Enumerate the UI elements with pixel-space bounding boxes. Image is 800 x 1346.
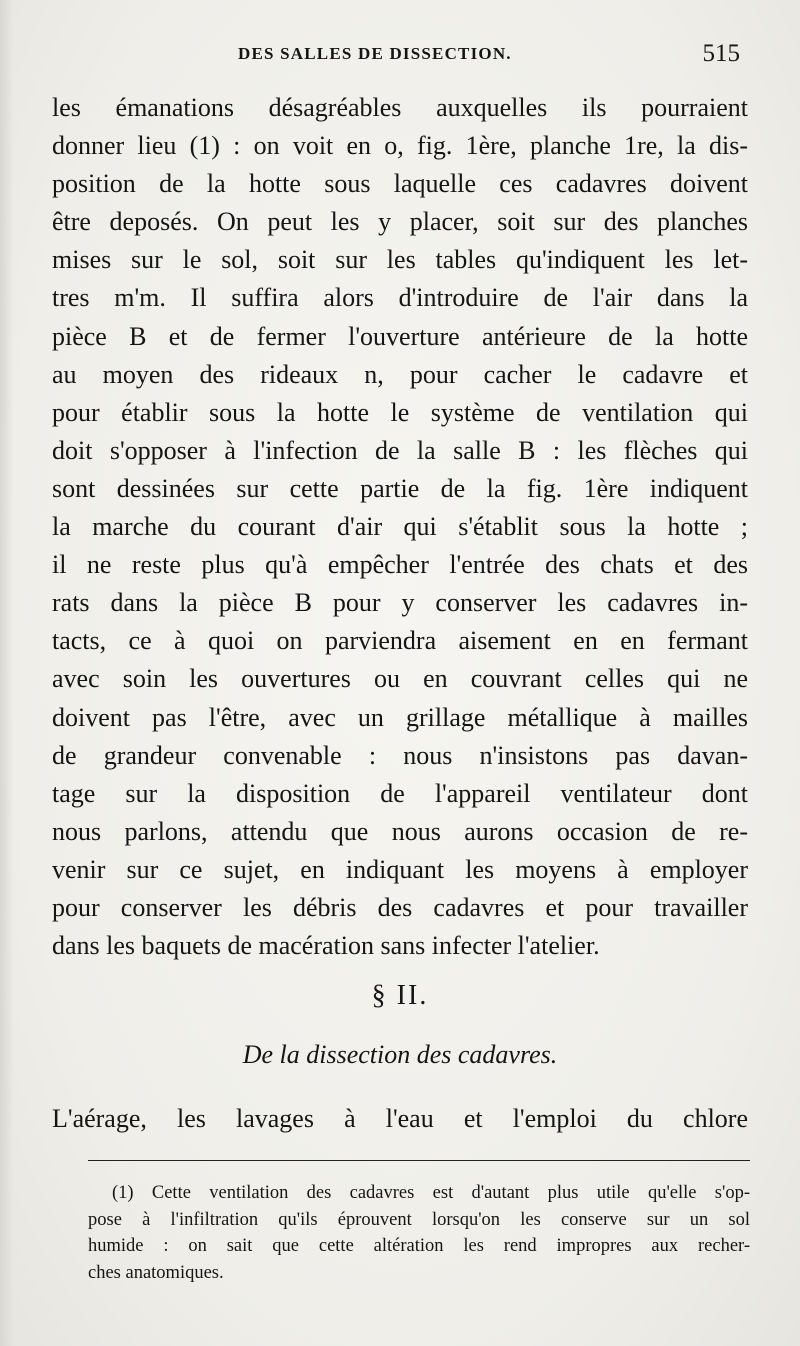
text-line: sont dessinées sur cette partie de la fig. 1ère indiquent	[52, 473, 748, 503]
text-line: de grandeur convenable : nous n'insistons pas davan-	[52, 740, 748, 770]
text-line: doit s'opposer à l'infection de la salle B : les flèches qui	[52, 435, 748, 465]
text-line: pour établir sous la hotte le système de ventilation qui	[52, 397, 748, 427]
footnote-line: pose à l'infiltration qu'ils éprouvent lorsqu'on les conserve sur un sol	[88, 1209, 750, 1230]
section-number: § II.	[371, 980, 429, 1011]
text-line: rats dans la pièce B pour y conserver les cadavres in-	[52, 588, 748, 618]
page-number: 515	[702, 40, 740, 67]
footnote-line: (1) Cette ventilation des cadavres est d'autant plus utile qu'elle s'op-	[112, 1183, 750, 1203]
text-line: tage sur la disposition de l'appareil ventilateur dont	[52, 778, 748, 808]
text-line: pour conserver les débris des cadavres et pour travailler	[52, 892, 748, 922]
text-line: donner lieu (1) : on voit en o, fig. 1ère, planche 1re, la dis-	[52, 131, 748, 161]
footnote-line: humide : on sait que cette altération les rend impropres aux recher-	[88, 1236, 750, 1256]
page-gutter-shadow	[0, 0, 14, 1346]
text-line: les émanations désagréables auxquelles ils pourraient	[52, 93, 748, 122]
text-line: position de la hotte sous laquelle ces cadavres doivent	[52, 169, 748, 199]
body-paragraph	[52, 89, 748, 965]
text-line: doivent pas l'être, avec un grillage métallique à mailles	[52, 702, 748, 732]
text-line: être deposés. On peut les y placer, soit sur des planches	[52, 207, 748, 237]
footnote-line: ches anatomiques.	[88, 1262, 224, 1283]
text-line: avec soin les ouvertures ou en couvrant celles qui ne	[52, 664, 748, 694]
text-line: tacts, ce à quoi on parviendra aisement en en fermant	[52, 626, 748, 656]
section-first-line: L'aérage, les lavages à l'eau et l'emploi du chlore	[52, 1104, 748, 1133]
text-line: tres m'm. Il suffira alors d'introduire de l'air dans la	[52, 283, 748, 313]
running-title: DES SALLES DE DISSECTION.	[238, 44, 512, 63]
section-title: De la dissection des cadavres.	[242, 1040, 558, 1069]
text-line: au moyen des rideaux n, pour cacher le cadavre et	[52, 359, 748, 389]
text-line: mises sur le sol, soit sur les tables qu'indiquent les let-	[52, 245, 748, 275]
text-line: pièce B et de fermer l'ouverture antérieure de la hotte	[52, 321, 748, 351]
footnote-rule	[88, 1160, 750, 1161]
text-line: venir sur ce sujet, en indiquant les moyens à employer	[52, 854, 748, 884]
text-line: il ne reste plus qu'à empêcher l'entrée des chats et des	[52, 550, 748, 580]
text-line: la marche du courant d'air qui s'établit sous la hotte ;	[52, 512, 748, 542]
footnote	[88, 1180, 750, 1286]
text-line: dans les baquets de macération sans infecter l'atelier.	[52, 931, 600, 961]
text-line: nous parlons, attendu que nous aurons occasion de re-	[52, 816, 748, 846]
